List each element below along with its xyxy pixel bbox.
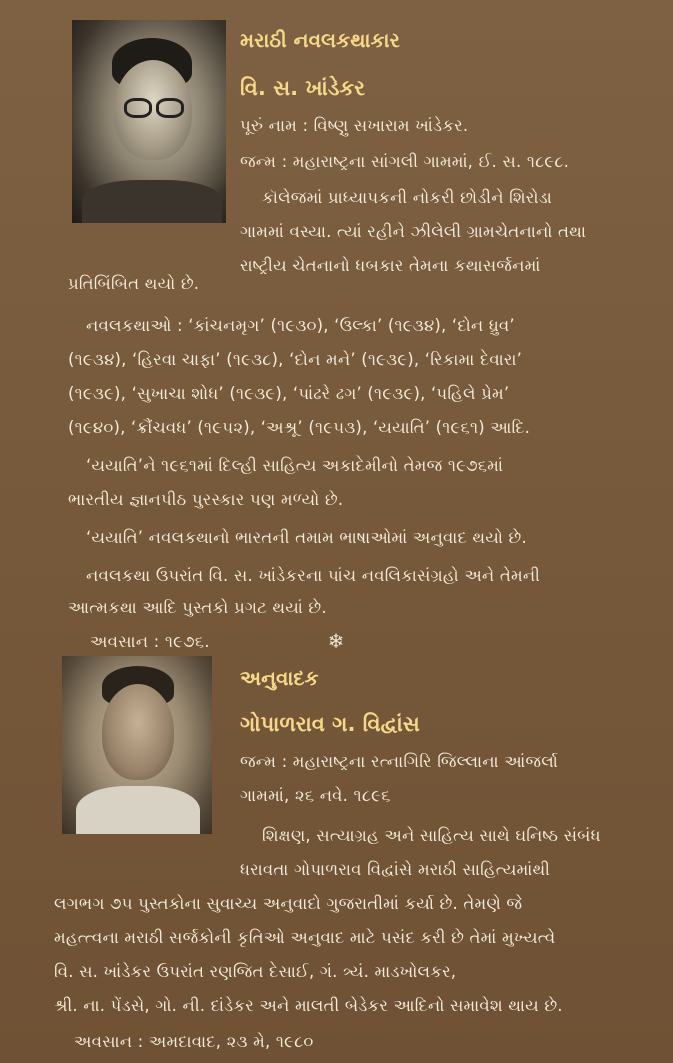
translator-bio-line: વિ. સ. ખાંડેકર ઉપરાંત રણજિત દેસાઈ, ગં. ત્ર્યં. માડખોલકર, bbox=[54, 962, 457, 981]
author-bio-line: કૉલેજમાં પ્રાધ્યાપકની નોકરી છોડીને શિરોડા bbox=[262, 188, 552, 207]
novels-line: (૧૯૩૪), ‘હિરવા ચાફા’ (૧૯૩૮), ‘દોન મને’ (૧૯૩૯), ‘રિકામા દેવારા’ bbox=[68, 350, 523, 369]
novels-line: (૧૯૪૦), ‘ક્રૌંચવધ’ (૧૯૫૨), ‘અશ્રૂ’ (૧૯૫૩), ‘યયાતિ’ (૧૯૬૧) આદિ. bbox=[68, 418, 531, 437]
translator-bio-line: ધરાવતા ગોપાળરાવ વિદ્વાંસે મરાઠી સાહિત્યમાંથી bbox=[240, 860, 551, 879]
author-bio-line: રાષ્ટ્રીય ચેતનાનો ધબકાર તેમના કથાસર્જનમાં bbox=[240, 256, 541, 275]
translator-name: ગોપાળરાવ ગ. વિદ્વાંસ bbox=[240, 712, 420, 736]
other-works-line: નવલકથા ઉપરાંત વિ. સ. ખાંડેકરના પાંચ નવલિકાસંગ્રહો અને તેમની bbox=[86, 566, 541, 585]
translator-section-heading: અનુવાદક bbox=[240, 666, 319, 690]
author-name: વિ. સ. ખાંડેકર bbox=[240, 76, 366, 100]
author-birth: જન્મ : મહારાષ્ટ્રના સાંગલી ગામમાં, ઈ. સ. ૧૮૯૮. bbox=[240, 152, 570, 171]
translator-bio-line: મહત્ત્વના મરાઠી સર્જકોની કૃતિઓ અનુવાદ માટે પસંદ કરી છે તેમાં મુખ્યત્વે bbox=[54, 928, 556, 947]
novels-line: (૧૯૩૯), ‘સુખાચા શોધ’ (૧૯૩૯), ‘પાંઢરે ઢગ’ (૧૯૩૯), ‘પહિલે પ્રેમ’ bbox=[68, 384, 510, 403]
award-line: ભારતીય જ્ઞાનપીઠ પુરસ્કાર પણ મળ્યો છે. bbox=[68, 490, 344, 509]
other-works-line: આત્મકથા આદિ પુસ્તકો પ્રગટ થયાં છે. bbox=[68, 598, 327, 617]
translator-bio-line: શ્રી. ના. પેંડસે, ગો. ની. દાંડેકર અને માલતી બેડેકર આદિનો સમાવેશ થાય છે. bbox=[54, 996, 563, 1015]
author-bio-line: પ્રતિબિંબિત થયો છે. bbox=[68, 274, 200, 293]
translator-bio-line: લગભગ ૭૫ પુસ્તકોના સુવાચ્ય અનુવાદો ગુજરાતીમાં કર્યા છે. તેમણે જે bbox=[54, 894, 523, 913]
section-divider-icon: ❄ bbox=[327, 629, 345, 653]
author-full-name: પૂરું નામ : વિષ્ણુ સખારામ ખાંડેકર. bbox=[240, 116, 469, 135]
novels-line: નવલકથાઓ : ‘કાંચનમૃગ’ (૧૯૩૦), ‘ઉલ્કા’ (૧૯૩૪), ‘દોન ધ્રુવ’ bbox=[86, 316, 515, 335]
author-bio-line: ગામમાં વસ્યા. ત્યાં રહીને ઝીલેલી ગ્રામચેતનાનો તથા bbox=[240, 222, 587, 241]
translator-birth: ગામમાં, ૨૬ નવે. ૧૮૯૬ bbox=[240, 786, 391, 805]
author-portrait bbox=[72, 20, 226, 223]
translator-bio-line: શિક્ષણ, સત્યાગ્રહ અને સાહિત્ય સાથે ઘનિષ્ઠ સંબંધ bbox=[262, 826, 601, 845]
author-death: અવસાન : ૧૯૭૬. bbox=[90, 632, 210, 651]
translator-death: અવસાન : અમદાવાદ, ૨૩ મે, ૧૯૮૦ bbox=[74, 1032, 314, 1051]
author-section-heading: મરાઠી નવલકથાકાર bbox=[240, 28, 400, 52]
translator-birth: જન્મ : મહારાષ્ટ્રના રત્નાગિરિ જિલ્લાના આંજર્લા bbox=[240, 752, 558, 771]
translation-line: ‘યયાતિ’ નવલકથાનો ભારતની તમામ ભાષાઓમાં અનુવાદ થયો છે. bbox=[86, 528, 527, 547]
translator-portrait bbox=[62, 656, 212, 834]
award-line: ‘યયાતિ’ને ૧૯૬૧માં દિલ્હી સાહિત્ય અકાદેમીનો તેમજ ૧૯૭૬માં bbox=[86, 456, 504, 475]
